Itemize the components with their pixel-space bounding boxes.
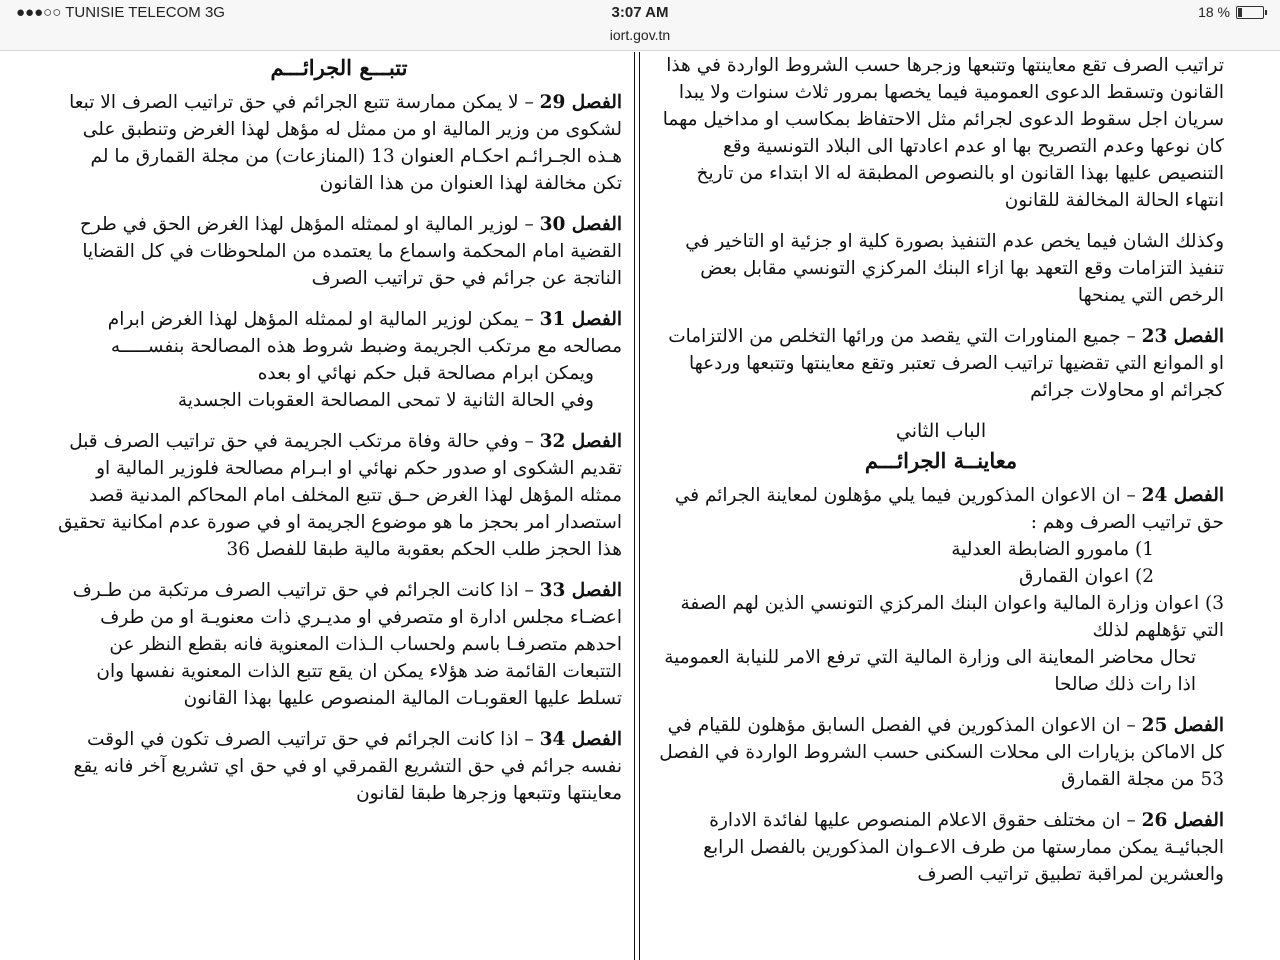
battery-indicator xyxy=(1198,4,1264,20)
battery-level-fill xyxy=(1238,8,1242,17)
list-item: 1) مامورو الضابطة العدلية xyxy=(951,539,1154,560)
article-32-text: – وفي حالة وفاة مرتكب الجريمة في حق تراتيب الصرف قبل تقديم الشكوى او صدور حكم نهائي او ابـرام مصالحة فلوزير المالية او ممثله المؤهل لهذا الغرض حـق تتبع المخلف امام المحاكم المدنية قصد استصدار امر بحجز ما هو موضوع الجريمة او في صورة عدم امكانية تحقيق هذا الحجز طلب الحكم بعقوبة مالية طبقا للفصل 36 xyxy=(58,431,622,560)
article-24-tail: تحال محاضر المعاينة الى وزارة المالية التي ترفع الامر للنيابة العمومية اذا رات ذلك صالحا xyxy=(664,647,1196,695)
article-24 xyxy=(658,482,1224,698)
article-30-text: – لوزير المالية او لممثله المؤهل لهذا الغرض الحق في طرح القضية امام المحكمة واسماع ما يعتمده من الملحوظات في كل القضايا الناتجة عن جرائم في حق تراتيب الصرف xyxy=(79,214,622,289)
article-25-label: الفصل 25 xyxy=(1141,715,1224,736)
column-divider xyxy=(634,52,640,960)
article-24-intro xyxy=(658,482,1224,536)
article-34-label: الفصل 34 xyxy=(539,729,622,750)
article-23-text: – جميع المناورات التي يقصد من ورائها التخلص من الالتزامات او الموانع التي تقضيها تراتيب الصرف تعتبر وتقع معاينتها وتتبعها وردعها كجرائم او محاولات جرائم xyxy=(668,326,1224,401)
carrier-signal: ●●●○○ TUNISIE TELECOM 3G xyxy=(16,4,225,21)
left-column xyxy=(56,52,622,960)
battery-icon xyxy=(1236,6,1264,19)
article-34 xyxy=(56,726,622,807)
address-bar-url[interactable]: iort.gov.tn xyxy=(609,27,671,43)
paragraph-continuation: تراتيب الصرف تقع معاينتها وتتبعها وزجرها حسب الشروط الواردة في هذا القانون وتسقط الدعوى العمومية فيما يخصها بمرور ثلاث سنوات ولا يبدا سريان اجل سقوط الدعوى لجرائم مثل الاحتفاظ بمكاسب او مداخيل مهما كان نوعها وعدم التصريح بها او عدم اعادتها الى البلاد التونسية وقع التنصيص عليها بهذا القانون او بالنصوص المطبقة له الا ابتداء من تاريخ انتهاء الحالة المخالفة للقانون xyxy=(662,55,1224,211)
article-31-text: – يمكن لوزير المالية او لممثله المؤهل لهذا الغرض ابرام مصالحه مع مرتكب الجريمة وضبط شروط هذه المصالحة بنفســـــه xyxy=(107,309,622,357)
section-title-findings: معاينــة الجرائـــم xyxy=(864,448,1018,473)
article-31-main xyxy=(56,306,622,360)
article-33 xyxy=(56,577,622,712)
section-title-prosecution: تتبـــع الجرائـــم xyxy=(270,55,408,80)
battery-percent: 18 % xyxy=(1198,4,1230,20)
article-23 xyxy=(658,323,1224,404)
article-26-label: الفصل 26 xyxy=(1141,810,1224,831)
article-32-label: الفصل 32 xyxy=(539,431,622,452)
article-32 xyxy=(56,428,622,563)
article-31 xyxy=(56,306,622,414)
article-29-text: – لا يمكن ممارسة تتبع الجرائم في حق تراتيب الصرف الا تبعا لشكوى من وزير المالية او من ممثل له مؤهل لهذا الغرض وتنطبق على هـذه الجـرائـم احكـام العنوان 13 (المنازعات) من مجلة القمارق ما لم تكن مخالفة لهذا العنوان من هذا القانون xyxy=(69,92,622,194)
article-29-label: الفصل 29 xyxy=(539,92,622,113)
list-item: 2) اعوان القمارق xyxy=(1019,566,1154,587)
article-29 xyxy=(56,89,622,197)
article-24-label: الفصل 24 xyxy=(1141,485,1224,506)
clock: 3:07 AM xyxy=(611,4,669,21)
document-page xyxy=(36,52,1236,960)
article-24-text: – ان الاعوان المذكورين فيما يلي مؤهلون لمعاينة الجرائم في حق تراتيب الصرف وهم : xyxy=(674,485,1224,533)
article-26 xyxy=(658,807,1224,888)
article-30 xyxy=(56,211,622,292)
article-25-text: – ان الاعوان المذكورين في الفصل السابق مؤهلون للقيام في كل الاماكن بزيارات الى محلات السكنى حسب الشروط الواردة في الفصل 53 من مجلة القمارق xyxy=(659,715,1224,790)
list-item: 3) اعوان وزارة المالية واعوان البنك المركزي التونسي الذين لهم الصفة التي تؤهلهم لذلك xyxy=(680,593,1224,641)
status-bar xyxy=(0,0,1280,51)
article-31-label: الفصل 31 xyxy=(539,309,622,330)
chapter-heading: الباب الثاني xyxy=(895,420,987,442)
article-23-label: الفصل 23 xyxy=(1141,326,1224,347)
article-25 xyxy=(658,712,1224,793)
paragraph-also: وكذلك الشان فيما يخص عدم التنفيذ بصورة كلية او جزئية او التاخير في تنفيذ التزامات وقع التعهد بها ازاء البنك المركزي التونسي مقابل بعض الرخص التي يمنحها xyxy=(685,231,1224,306)
article-26-text: – ان مختلف حقوق الاعلام المنصوص عليها لفائدة الادارة الجبائيـة يمكن ممارستها من طرف الاعـوان المذكورين بالفصل الرابع والعشرين لمراقبة تطبيق تراتيب الصرف xyxy=(703,810,1224,885)
article-34-text: – اذا كانت الجرائم في حق تراتيب الصرف تكون في الوقت نفسه جرائم في حق التشريع القمرقي او في حق اي تشريع آخر فانه يقع معاينتها وتتبعها وزجرها طبقا لقانون xyxy=(73,729,622,804)
right-column xyxy=(658,52,1224,960)
article-31-line3: وفي الحالة الثانية لا تمحى المصالحة العقوبات الجسدية xyxy=(177,390,594,411)
article-33-label: الفصل 33 xyxy=(539,580,622,601)
article-33-text: – اذا كانت الجرائم في حق تراتيب الصرف مرتكبة من طـرف اعضـاء مجلس ادارة او متصرفي او مديـري ذات معنويـة او من طرف احدهم متصرفـا باسم ولحساب الـذات المعنوية فانه بقطع النظر عن التتبعات القائمة ضد هؤلاء يمكن ان يقع تتبع الذات المعنوية نفسها وان تسلط عليها العقوبـات المالية المنصوص عليها بهذا القانون xyxy=(72,580,622,709)
article-31-line2: ويمكن ابرام مصالحة قبل حكم نهائي او بعده xyxy=(257,363,594,384)
article-30-label: الفصل 30 xyxy=(539,214,622,235)
article-24-list xyxy=(658,536,1224,644)
